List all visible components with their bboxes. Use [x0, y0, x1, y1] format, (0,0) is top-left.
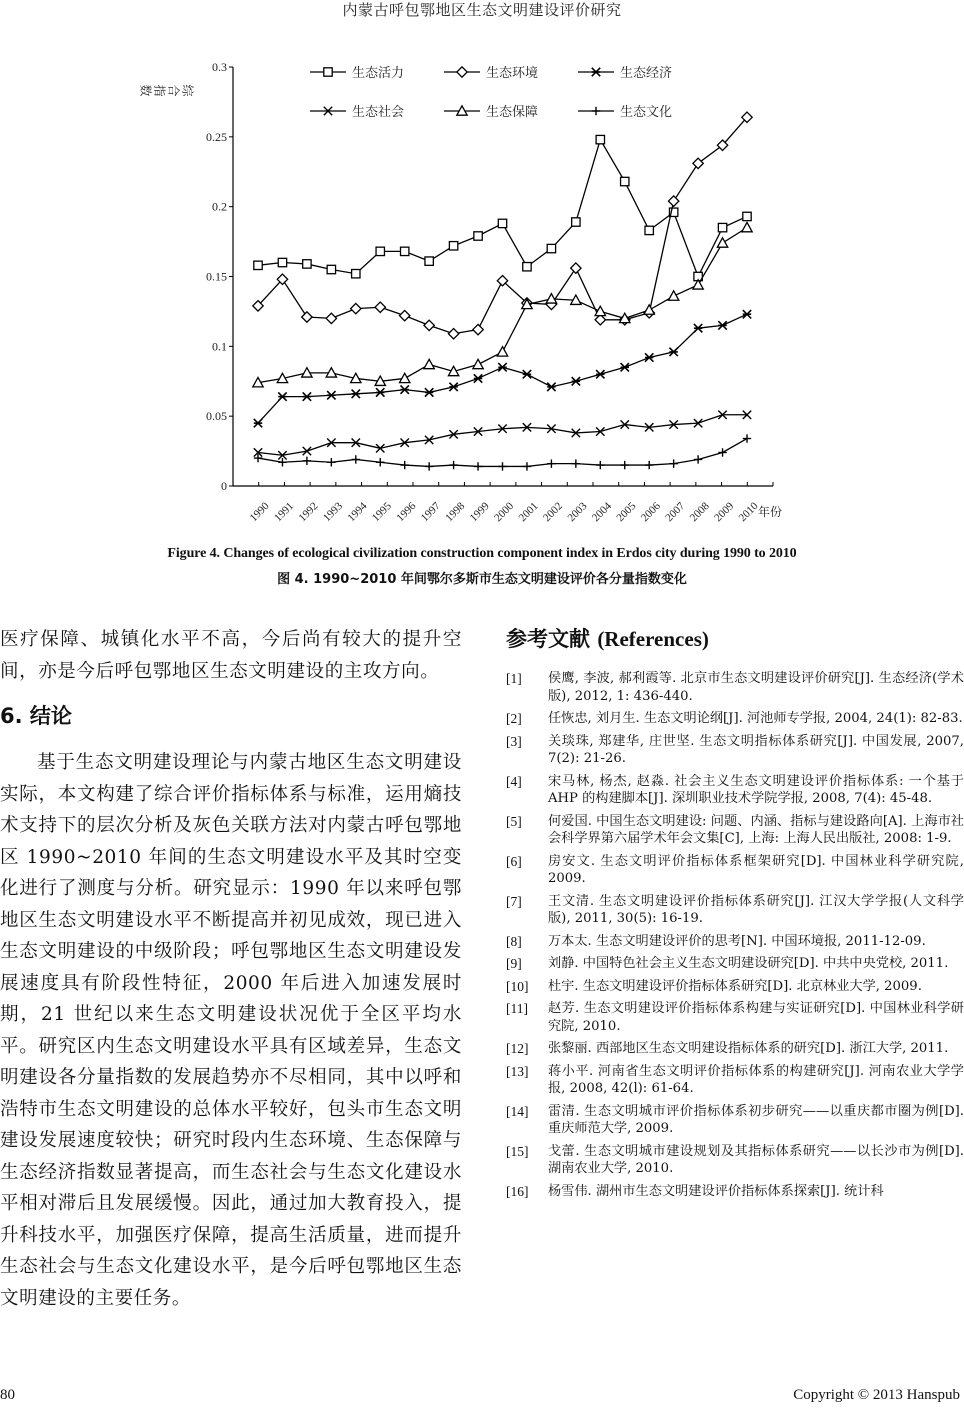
reference-item [506, 773, 964, 808]
reference-number: [9] [506, 956, 522, 971]
reference-item [506, 978, 964, 996]
data-point [523, 370, 531, 378]
data-point [473, 324, 483, 334]
reference-number: [15] [506, 1143, 529, 1159]
data-point [326, 313, 336, 323]
reference-text: 杜宇. 生态文明建设评价指标体系研究[D]. 北京林业大学, 2009. [548, 978, 922, 994]
reference-text: 杨雪伟. 湖州市生态文明建设评价指标体系探索[J]. 统计科 [548, 1183, 884, 1199]
reference-item [506, 733, 964, 768]
data-point [718, 223, 726, 231]
reference-item [506, 1143, 964, 1178]
data-point [596, 370, 604, 378]
copyright: Copyright © 2013 Hanspub [793, 1387, 960, 1403]
data-point [254, 419, 262, 427]
figure-caption-zh: 图 4. 1990~2010 年间鄂尔多斯市生态文明建设评价各分量指数变化 [277, 572, 687, 587]
data-point [668, 291, 678, 300]
reference-text: 雷清. 生态文明城市评价指标体系初步研究——以重庆都市圈为例[D]. 重庆师范大学, 2009. [548, 1103, 964, 1136]
data-point [401, 461, 409, 469]
x-tick-label: 2005 [614, 500, 639, 525]
right-column [506, 624, 964, 1205]
data-point [352, 455, 360, 463]
data-point [327, 458, 335, 466]
reference-number: [2] [506, 711, 522, 726]
legend-label: 生态保障 [486, 104, 539, 119]
legend-label: 生态环境 [486, 65, 539, 80]
data-point [327, 391, 335, 399]
legend-label: 生态经济 [620, 65, 673, 80]
legend [310, 65, 672, 119]
x-tick-label: 1991 [272, 500, 297, 525]
reference-number: [10] [506, 978, 529, 994]
legend-marker [592, 107, 600, 115]
references-heading-en: (References) [597, 627, 709, 651]
references-heading [506, 624, 964, 654]
legend-label: 生态文化 [620, 104, 673, 119]
legend-item [444, 65, 538, 80]
series-asterisk [254, 310, 751, 427]
legend-marker [457, 67, 467, 77]
legend-label: 生态社会 [352, 104, 405, 119]
reference-item [506, 1183, 964, 1201]
reference-number: [7] [506, 893, 522, 909]
reference-text: 万本太. 生态文明建设评价的思考[N]. 中国环境报, 2011-12-09. [548, 933, 926, 949]
reference-number: [5] [506, 813, 522, 829]
reference-item [506, 710, 964, 728]
reference-text: 赵芳. 生态文明建设评价指标体系构建与实证研究[D]. 中国林业科学研究院, 2010. [548, 1001, 964, 1034]
y-axis [206, 60, 233, 493]
reference-text: 任恢忠, 刘月生. 生态文明论纲[J]. 河池师专学报, 2004, 24(1): 82-83. [548, 711, 963, 726]
x-tick-label: 2001 [516, 500, 541, 525]
data-point [376, 444, 384, 452]
y-tick-label: 0.05 [206, 409, 227, 424]
x-axis-label: 年份 [758, 505, 783, 519]
x-tick-label: 1997 [418, 500, 443, 525]
reference-item [506, 853, 964, 888]
x-tick-label: 2010 [736, 500, 761, 525]
data-point [376, 458, 384, 466]
data-point [498, 219, 506, 227]
legend-item [578, 104, 672, 119]
data-point [596, 135, 604, 143]
line-chart [0, 40, 964, 540]
data-point [425, 388, 433, 396]
y-tick-label: 0.15 [206, 269, 227, 284]
reference-item [506, 955, 964, 973]
data-point [303, 392, 311, 400]
data-point [596, 461, 604, 469]
reference-text: 何爱国. 中国生态文明建设: 问题、内涵、指标与建设路向[A]. 上海市社会科学界第六届学术年会文集[C], 上海: 上海人民出版社, 2008: 1-9. [548, 813, 964, 846]
x-tick-label: 2003 [565, 500, 590, 525]
section-heading: 6. 结论 [0, 704, 72, 728]
data-point [572, 218, 580, 226]
data-point [547, 459, 555, 467]
x-tick-label: 1998 [443, 500, 468, 525]
reference-item [506, 1103, 964, 1138]
data-point [572, 459, 580, 467]
legend-marker [592, 68, 600, 76]
x-tick-label: 2002 [541, 500, 566, 525]
data-point [424, 359, 434, 368]
data-point [497, 347, 507, 356]
x-tick-label: 1990 [247, 500, 272, 525]
x-tick-label: 1994 [345, 500, 370, 525]
legend-item [310, 104, 404, 119]
intro-paragraph: 医疗保障、城镇化水平不高，今后尚有较大的提升空间，亦是今后呼包鄂地区生态文明建设的主攻方向。 [0, 629, 462, 682]
data-point [303, 457, 311, 465]
y-tick-label: 0.1 [212, 339, 227, 354]
data-point [669, 348, 677, 356]
x-tick-label: 2008 [687, 500, 712, 525]
data-point [449, 383, 457, 391]
data-point [694, 455, 702, 463]
data-point [352, 270, 360, 278]
data-point [644, 305, 654, 314]
data-point [668, 196, 678, 206]
data-point [401, 247, 409, 255]
data-point [523, 263, 531, 271]
data-point [425, 257, 433, 265]
data-point [425, 462, 433, 470]
series-line [258, 415, 747, 456]
y-axis-label: 综合指数 [138, 83, 194, 97]
reference-number: [11] [506, 1001, 528, 1016]
x-axis [233, 482, 773, 524]
data-point [400, 373, 410, 382]
data-point [645, 461, 653, 469]
reference-item [506, 1040, 964, 1058]
data-point [547, 383, 555, 391]
reference-number: [4] [506, 773, 522, 789]
reference-number: [14] [506, 1103, 529, 1119]
conclusion-paragraph: 基于生态文明建设理论与内蒙古地区生态文明建设实际，本文构建了综合评价指标体系与标准，运用熵技术支持下的层次分析及灰色关联方法对内蒙古呼包鄂地区 1990~2010 年间的生态文明建设水平及其时空变化进行了测度与分析。研究显示：1990 年以来呼包鄂地区生态文明建设水平不断提高并初见成效，现已进入生态文明建设的中级阶段；呼包鄂地区生态文明建设发展速度具有阶段性特征，2000 年后进入加速发展时期，21 世纪以来生态文明建设状况优于全区平均水平。研究区内生态文明建设水平具有区域差异，生态文明建设各分量指数的发展趋势亦不尽相同，其中以呼和浩特市生态文明建设的总体水平较好，包头市生态文明建设发展速度较快；研究时段内生态环境、生态保障与生态经济指数显著提高，而生态社会与生态文化建设水平相对滞后且发展缓慢。因此，通过加大教育投入，提升科技水平，加强医疗保障，提高生活质量，进而提升生态社会与生态文化建设水平，是今后呼包鄂地区生态文明建设的主要任务。 [0, 752, 462, 1309]
data-point [449, 461, 457, 469]
reference-text: 张黎丽. 西部地区生态文明建设指标体系的研究[D]. 浙江大学, 2011. [548, 1041, 949, 1056]
data-point [327, 265, 335, 273]
data-point [743, 310, 751, 318]
data-point [547, 244, 555, 252]
data-point [448, 329, 458, 339]
series-lines [253, 112, 752, 471]
y-tick-label: 0.25 [206, 129, 227, 144]
data-point [693, 158, 703, 168]
reference-item [506, 933, 964, 951]
reference-text: 王文清. 生态文明建设评价指标体系研究[J]. 江汉大学学报(人文科学版), 2011, 30(5): 16-19. [548, 893, 964, 926]
data-point [572, 377, 580, 385]
reference-number: [16] [506, 1183, 529, 1199]
legend-item [578, 65, 672, 80]
legend-marker [324, 68, 332, 76]
x-tick-label: 1995 [369, 500, 394, 525]
reference-item [506, 813, 964, 848]
data-point [669, 459, 677, 467]
series-line [258, 228, 747, 383]
series-x [254, 411, 751, 460]
data-point [352, 390, 360, 398]
x-tick-label: 2004 [589, 500, 614, 525]
running-head: 内蒙古呼包鄂地区生态文明建设评价研究 [342, 1, 622, 19]
data-point [424, 320, 434, 330]
y-tick-label: 0.3 [212, 60, 227, 74]
legend-item [444, 104, 538, 119]
x-tick-label: 1993 [320, 500, 346, 525]
data-point [498, 363, 506, 371]
reference-text: 关琰珠, 郑建华, 庄世坚. 生态文明指标体系研究[J]. 中国发展, 2007, 7(2): 21-26. [548, 733, 964, 766]
data-point [743, 434, 751, 442]
data-point [694, 324, 702, 332]
data-point [718, 321, 726, 329]
reference-number: [13] [506, 1063, 529, 1079]
y-tick-label: 0.2 [212, 199, 227, 214]
reference-text: 房安文. 生态文明评价指标体系框架研究[D]. 中国林业科学研究院, 2009. [548, 853, 964, 886]
reference-number: [12] [506, 1041, 529, 1056]
reference-text: 侯鹰, 李波, 郝利霞等. 北京市生态文明建设评价研究[J]. 生态经济(学术版), 2012, 1: 436-440. [548, 671, 964, 704]
data-point [621, 177, 629, 185]
reference-text: 戈蕾. 生态文明城市建设规划及其指标体系研究——以长沙市为例[D]. 湖南农业大学, 2010. [548, 1143, 964, 1176]
reference-item [506, 1063, 964, 1098]
reference-item [506, 893, 964, 928]
x-tick-label: 1996 [394, 500, 419, 525]
reference-item [506, 670, 964, 705]
data-point [621, 363, 629, 371]
reference-number: [1] [506, 671, 522, 686]
x-tick-label: 2007 [663, 500, 688, 525]
reference-text: 蒋小平. 河南省生态文明评价指标体系的构建研究[J]. 河南农业大学学报, 2008, 42(l): 61-64. [548, 1063, 964, 1096]
x-tick-label: 1999 [467, 500, 492, 525]
data-point [718, 448, 726, 456]
data-point [498, 462, 506, 470]
data-point [278, 392, 286, 400]
data-point [474, 462, 482, 470]
page-number: 80 [0, 1387, 15, 1403]
x-tick-label: 1992 [296, 500, 321, 525]
data-point [376, 388, 384, 396]
x-tick-label: 2009 [712, 500, 737, 525]
data-point [278, 258, 286, 266]
series-square [254, 135, 751, 280]
legend-label: 生态活力 [352, 65, 405, 80]
reference-number: [3] [506, 733, 522, 749]
data-point [303, 260, 311, 268]
data-point [375, 302, 385, 312]
legend-item [310, 65, 404, 80]
reference-number: [8] [506, 933, 522, 949]
references-heading-zh: 参考文献 [506, 627, 590, 651]
data-point [743, 212, 751, 220]
data-point [401, 385, 409, 393]
data-point [474, 232, 482, 240]
data-point [400, 310, 410, 320]
data-point [474, 374, 482, 382]
data-point [742, 222, 752, 231]
x-tick-label: 2000 [492, 500, 517, 525]
series-triangle [253, 222, 752, 386]
data-point [523, 462, 531, 470]
x-tick-label: 2006 [638, 500, 663, 525]
data-point [473, 359, 483, 368]
data-point [621, 461, 629, 469]
data-point [376, 247, 384, 255]
data-point [645, 353, 653, 361]
reference-number: [6] [506, 853, 522, 869]
data-point [351, 303, 361, 313]
y-tick-label: 0 [221, 479, 227, 493]
reference-text: 刘静. 中国特色社会主义生态文明建设研究[D]. 中共中央党校, 2011. [548, 956, 949, 971]
figure-caption-en: Figure 4. Changes of ecological civilization construction component index in Erdos city during 1990 to 2010 [167, 546, 797, 561]
data-point [645, 226, 653, 234]
data-point [571, 263, 581, 273]
reference-item [506, 1000, 964, 1035]
left-column [0, 624, 462, 1314]
reference-text: 宋马林, 杨杰, 赵淼. 社会主义生态文明建设评价指标体系: 一个基于 AHP 的构建脚本[J]. 深圳职业技术学院学报, 2008, 7(4): 45-48. [548, 773, 964, 806]
data-point [254, 261, 262, 269]
data-point [717, 238, 727, 247]
data-point [302, 312, 312, 322]
reference-list [506, 670, 964, 1200]
data-point [278, 458, 286, 466]
data-point [449, 242, 457, 250]
